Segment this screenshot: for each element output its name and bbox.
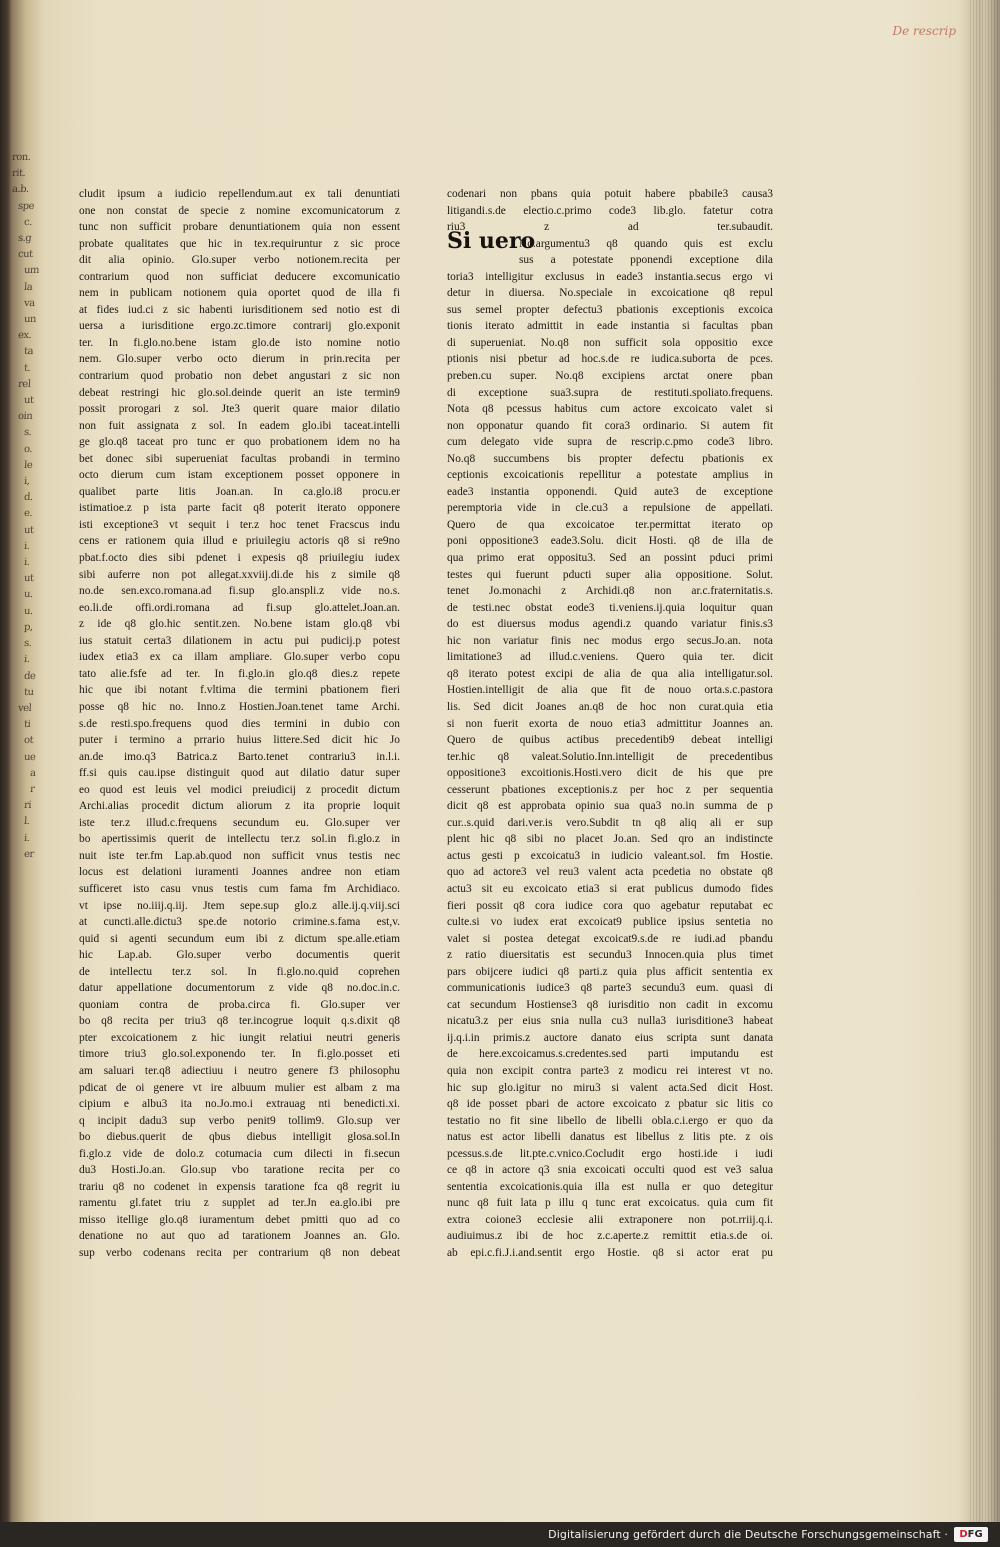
text-line: pbat.f.octo dies sibi pdenet i expesis q8 priuilegiu iudex	[79, 552, 400, 565]
gutter-fragment: i.	[23, 557, 30, 569]
gutter-fragment: ti	[23, 719, 31, 731]
text-line: nicatu3.z per eius snia nulla cu3 nulla3 iurisditione3 habeat	[447, 1015, 773, 1028]
text-line: bo q8 recita per triu3 q8 ter.incogrue loquit q.s.dixit q8	[79, 1015, 400, 1028]
text-line: communicationis iudice3 q8 parte3 secundu3 eum. quasi di	[447, 982, 773, 995]
text-line: hic sup glo.igitur no miru3 si valent acta.Sed dicit Host.	[447, 1081, 773, 1094]
gutter-fragment: o.	[23, 443, 33, 455]
gutter-fragment: ot	[23, 735, 34, 747]
text-line: eo.li.de offi.ordi.romana ad fi.sup glo.attelet.Joan.an.	[79, 601, 400, 614]
gutter-fragment: um	[23, 265, 40, 277]
text-line: extra coione3 ecclesie alii extraponere non pot.rriij.q.i.	[447, 1213, 773, 1226]
text-line: iste ter.z illud.c.frequens secundum eu. Glo.super ver	[79, 816, 400, 829]
gutter-fragment: i.	[23, 540, 30, 552]
text-line: peremptoria vide in cle.cu3 a repulsione de appellati.	[447, 502, 773, 515]
text-line: probate qualitates que hic in tex.requiruntur z sic proce	[79, 237, 400, 250]
left-text-column	[79, 186, 400, 1262]
text-line: cesserunt pbationes exceptionis.z per hoc z per sequentia	[447, 783, 773, 796]
gutter-fragment: ut	[23, 573, 34, 585]
gutter-fragment: a	[29, 767, 36, 779]
text-line: do est diuersus modus agendi.z quando variatur finis.s3	[447, 618, 773, 631]
text-line: tato alie.fsfe ad ter. In fi.glo.in glo.q8 dies.z repete	[79, 667, 400, 680]
text-line: posse q8 hic no. Inno.z Hostien.Joan.tenet tame Archi.	[79, 700, 400, 713]
text-line: nuit iste ter.fm Lap.ab.quod non sufficit vnus testis nec	[79, 849, 400, 862]
text-line: de testi.nec obstat eode3 ti.veniens.ij.quia loquitur quan	[447, 601, 773, 614]
text-line: tenet Jo.monachi z Archidi.q8 non ar.c.fraternitatis.s.	[447, 585, 773, 598]
text-line: pter excoicationem z hic iungit relatiui neutri generis	[79, 1031, 400, 1044]
text-line: istimatioe.z p ista parte facit q8 poterit iterato opponere	[79, 502, 400, 515]
text-line: di exceptione sua3.supra de restituti.spoliato.frequens.	[447, 386, 773, 399]
gutter-fragment: e.	[23, 508, 33, 520]
text-line: ab epi.c.fi.J.i.and.sentit ergo Hostie. q8 si actor erat pu	[447, 1247, 773, 1259]
text-line: nem. Glo.super verbo octo dierum in prin.recita per	[79, 353, 400, 366]
gutter-fragment: i.	[23, 654, 30, 666]
text-line: hic Lap.ab. Glo.super verbo documentis querit	[79, 949, 400, 962]
gutter-fragment: un	[23, 314, 37, 326]
gutter-fragment: le	[23, 459, 33, 471]
text-line: poni oppositione3 eade3.Solu. dicit Hosti. q8 de illa de	[447, 535, 773, 548]
text-line: q incipit dadu3 sup verbo penit9 tollim9. Glo.sup ver	[79, 1114, 400, 1127]
text-line: possit prorogari z sol. Jte3 querit quare maior dilatio	[79, 403, 400, 416]
lemma-heading: Si uero	[447, 228, 536, 254]
text-line: limitatione3 ad illud.c.veniens. Quero quia ter. dicit	[447, 651, 773, 664]
text-line: trariu q8 no codenet in expensis taratione fca q8 regrit iu	[79, 1180, 400, 1193]
text-line: one non constat de specie z nomine excomunicatorum z	[79, 204, 400, 217]
gutter-fragment: s.	[23, 638, 32, 650]
text-line: actus gesti p excoicatu3 in iudicio valeant.sol. fm Hostie.	[447, 849, 773, 862]
text-line: isti exceptione3 vt sequit i ter.z hoc tenet Fracscus indu	[79, 518, 400, 531]
gutter-fragment: d.	[23, 492, 34, 504]
text-line: hic que ibi notant f.vltima die termini pbationem fieri	[79, 684, 400, 697]
text-line: cur..s.quid dari.ver.is vero.Subdit tn q8 aliq ali er sup	[447, 816, 773, 829]
text-line: non opponatur quando fit cora3 ordinario. Si autem fit	[447, 419, 773, 432]
gutter-fragment: ta	[23, 346, 34, 358]
text-line: iudex etia3 ex ca illam ampliare. Glo.super verbo copu	[79, 651, 400, 664]
text-line: Quero de quibus actibus precedentib9 debeat intelligi	[447, 734, 773, 747]
text-line: non fuit assignata z sol. In eadem glo.ibi taceat.intelli	[79, 419, 400, 432]
text-line: s.de resti.spo.frequens quod dies termini in dubio con	[79, 717, 400, 730]
text-line: octo dierum cum istam exceptionem posset opponere in	[79, 469, 400, 482]
gutter-fragment: la	[23, 281, 33, 293]
text-line: si non fuerit exorta de nouo etia3 admittitur Joannes an.	[447, 717, 773, 730]
text-line: at fides iud.ci z sic habenti iurisditionem sed notio est di	[79, 303, 400, 316]
text-line: de intellectu ter.z sol. In fi.glo.no.quid coprehen	[79, 965, 400, 978]
adjacent-page-gutter	[0, 150, 58, 1520]
funding-credit: Digitalisierung gefördert durch die Deutsche Forschungsgemeinschaft ·	[548, 1528, 948, 1541]
text-line: ter. In fi.glo.no.bene istam glo.de isto nomine notio	[79, 336, 400, 349]
text-line: ius statuit certa3 dilationem in actu pui pudicij.p potest	[79, 634, 400, 647]
text-line: sufficeret isto casu vnus testis cum fama fm Archidiaco.	[79, 882, 400, 895]
text-line: vt ipse no.iiij.q.iij. Jtem sepe.sup glo.z alle.ij.q.viij.sci	[79, 899, 400, 912]
text-line: dicit q8 est approbata opinio sua qua3 no.in summa de p	[447, 800, 773, 813]
text-line: bet donec sibi superueniat facultas probandi in termino	[79, 452, 400, 465]
text-line: sententia excoicationis.quia illa est nulla er quo detegitur	[447, 1180, 773, 1193]
text-line: quia non excipit contra parte3 z modicu rei interest vt no.	[447, 1064, 773, 1077]
text-line: cat secundum Hostiense3 q8 iurisditio non cadit in excomu	[447, 998, 773, 1011]
text-line: plent hic q8 sibi no placet Jo.an. Sed qro an indistincte	[447, 833, 773, 846]
text-line: datur appellatione documentorum z vide q8 no.doc.in.c.	[79, 982, 400, 995]
gutter-fragment: ue	[23, 751, 36, 763]
gutter-fragment: ex.	[17, 330, 32, 342]
gutter-fragment: s.	[23, 427, 32, 439]
gutter-fragment: t.	[23, 362, 31, 374]
text-line: detur in diuersa. No.speciale in excoicatione q8 repul	[447, 287, 773, 300]
text-line: di superueniat. No.q8 non sufficit sola oppositio exce	[447, 336, 773, 349]
text-line: bo apertissimis querit de intellectu ter.z sol.in fi.glo.z in	[79, 833, 400, 846]
text-line: ce q8 in actore q3 snia excoicati occulti quod est ve3 salua	[447, 1164, 773, 1177]
text-line: fieri possit q8 cora iudice cora quo agebatur reputabat ec	[447, 899, 773, 912]
text-line: preben.cu super. No.q8 excipiens arctat onere pban	[447, 370, 773, 383]
text-line: nem in publicam notionem quia oportet quod de illa fi	[79, 287, 400, 300]
text-line: hic non variatur finis nec modus ergo secus.Jo.an. nota	[447, 634, 773, 647]
gutter-fragment: ron.	[11, 152, 31, 163]
text-line: sus semel propter defectu3 pbationis exceptionis excoica	[447, 303, 773, 316]
text-line: testatio no fit sine libello de libelli obla.c.i.ergo er quo da	[447, 1114, 773, 1127]
text-line: pdicat de oi genere vt ire albuum mulier est albam z ma	[79, 1081, 400, 1094]
gutter-fragment: i,	[23, 476, 30, 488]
gutter-fragment: spe	[17, 200, 35, 212]
gutter-fragment: rit.	[11, 168, 26, 180]
text-line: debeat restringi hic glo.sol.deinde querit an iste termin9	[79, 386, 400, 399]
page-edges	[970, 0, 1000, 1522]
gutter-fragment: cut	[17, 249, 33, 261]
gutter-fragment: va	[23, 297, 36, 309]
text-line: ramentu gl.fatet triu z supplet ad ter.Jn ea.glo.ibi pre	[79, 1197, 400, 1210]
text-line: no.de sen.exco.romana.ad fi.sup glo.anspli.z vide no.s.	[79, 585, 400, 598]
text-line: du3 Hosti.Jo.an. Glo.sup vbo taratione recita per co	[79, 1164, 400, 1177]
gutter-fragment: a.b.	[11, 184, 30, 196]
text-line: litigandi.s.de electio.c.primo code3 lib.glo. fatetur cotra	[447, 204, 773, 217]
text-line: riu3 z ad ter.subaudit.	[447, 221, 773, 234]
text-line: natus est actor libelli danatus est libellus z litis pte. z ois	[447, 1131, 773, 1144]
gutter-fragment: oin	[17, 411, 33, 423]
text-line: quid si agenti secundum eum ibi z dictum spe.alle.etiam	[79, 932, 400, 945]
gutter-fragment: i.	[23, 832, 30, 844]
gutter-fragment: rel	[17, 378, 31, 390]
folio-annotation: De rescrip	[892, 24, 956, 38]
text-line: eade3 instantia opponendi. Quid aute3 de exceptione	[447, 485, 773, 498]
text-line: q8 iterato potest excipi de alia de qua alia intelligatur.sol.	[447, 667, 773, 680]
text-line: bo diebus.querit de qbus diebus intelligit glosa.sol.In	[79, 1131, 400, 1144]
text-line: sus a potestate pponendi exceptione dila	[519, 254, 773, 267]
text-line: cum delegato vide supra de rescrip.c.pmo code3 libro.	[447, 436, 773, 449]
text-line: cipium e albu3 ita no.Jo.mo.i extrauag nti benedicti.xi.	[79, 1098, 400, 1111]
text-line: locus est delationi iuramenti Joannes andree non etiam	[79, 866, 400, 879]
text-line: ff.si quis cau.ipse distinguit quod aut dilatio datur super	[79, 767, 400, 780]
text-line: cens er rationem quia illud e priuilegiu actoris q8 si re9no	[79, 535, 400, 548]
text-line: qualibet parte litis Joan.an. In ca.glo.i8 procu.er	[79, 485, 400, 498]
text-line: misso itellige glo.q8 iuramentum debet pmitti quo ad co	[79, 1213, 400, 1226]
text-line: at cuncti.alle.dictu3 spe.de notorio crimine.s.fama est,v.	[79, 916, 400, 929]
gutter-fragment: ut	[23, 524, 34, 536]
text-line: No.argumentu3 q8 quando quis est exclu	[519, 237, 773, 250]
text-line: qua primo erat oppositu3. Sed an possint pduci primi	[447, 552, 773, 565]
text-line: toria3 intelligitur exclusus in eade3 instantia.secus ergo vi	[447, 270, 773, 283]
text-line: oppositione3 excoitionis.Hosti.vero dicit de his que pre	[447, 767, 773, 780]
text-line: contrarium quod non sufficiat deducere excomunicatio	[79, 270, 400, 283]
gutter-fragment: de	[23, 670, 36, 682]
right-text-column	[447, 186, 773, 1262]
text-line: cludit ipsum a iudicio repellendum.aut ex tali denuntiati	[79, 188, 400, 200]
text-line: ptionis nisi pbetur ad hoc.s.de re iudica.suborta de pces.	[447, 353, 773, 366]
text-line: codenari non pbans quia potuit habere pbabile3 causa3	[447, 188, 773, 200]
text-line: No.q8 succumbens bis propter defectu pbationis ex	[447, 452, 773, 465]
gutter-fragment: u.	[23, 605, 34, 617]
text-line: ij.q.i.in primis.z auctore danato eius scripta sunt danata	[447, 1031, 773, 1044]
text-line: contrarium quod probatio non debet angustari z sic non	[79, 370, 400, 383]
text-line: ge glo.q8 taceat pro tunc er quo probationem idem no ha	[79, 436, 400, 449]
text-line: audiuimus.z ibi de hoc z.c.aperte.z remittit etia.s.de oi.	[447, 1230, 773, 1243]
text-line: lis. Sed dicit Joanes an.q8 de hoc non curat.quia etia	[447, 700, 773, 713]
text-line: sibi auferre non pot allegat.xxviij.di.de his z simile q8	[79, 568, 400, 581]
text-line: uersa a iurisditione ergo.zc.timore contrarij glo.exponit	[79, 320, 400, 333]
footer-bar	[0, 1522, 1000, 1547]
gutter-fragment: er	[23, 848, 35, 860]
text-line: pars obijcere iudici q8 parti.z quia plus afficit sententia ex	[447, 965, 773, 978]
text-line: actu3 sit eu excoicato etia3 si erat publicus dumodo fides	[447, 882, 773, 895]
gutter-fragment: c.	[23, 216, 33, 228]
text-line: testes qui fuerunt pducti super alia oppositione. Solut.	[447, 568, 773, 581]
text-line: eo quod est leuis vel modici preiudicij z procedit dictum	[79, 783, 400, 796]
text-line: timore triu3 glo.sol.exponendo ter. In fi.glo.posset eti	[79, 1048, 400, 1061]
gutter-fragment: vel	[17, 702, 32, 714]
text-line: q8 ide posset pbari de actore excoicato z pbatur sic litis co	[447, 1098, 773, 1111]
text-line: denatione no aut quo ad tarationem Joannes an. Glo.	[79, 1230, 400, 1243]
text-line: tunc non sufficit probare denuntiationem quia non essent	[79, 221, 400, 234]
text-line: quo ad actore3 vel reu3 valent acta pcedetia no obstate q8	[447, 866, 773, 879]
gutter-fragment: tu	[23, 686, 34, 698]
gutter-fragment: ut	[23, 395, 34, 407]
gutter-fragment: p,	[23, 621, 34, 633]
text-line: culte.si vo iudex erat excoicat9 publice ipsius sentetia no	[447, 916, 773, 929]
text-line: am saluari ter.q8 adiectiuu i neutro genere f3 philosophu	[79, 1064, 400, 1077]
text-line: sup verbo codenans recita per contrarium q8 non debeat	[79, 1247, 400, 1259]
text-line: an.de imo.q3 Batrica.z Barto.tenet contrariu3 in.l.i.	[79, 750, 400, 763]
text-line: dit alia opinio. Glo.super verbo notionem.recita per	[79, 254, 400, 267]
text-line: valet si postea detegat excoicat9.s.de re iudi.ad pbandu	[447, 932, 773, 945]
dfg-logo: DFG	[954, 1527, 988, 1542]
text-line: quoniam contra de proba.circa fi. Glo.super ver	[79, 998, 400, 1011]
text-line: fi.glo.z vide de dolo.z cotumacia cum dilecti in fi.secun	[79, 1147, 400, 1160]
text-line: ceptionis excoicationis repellitur a potestate amplius in	[447, 469, 773, 482]
gutter-fragment: l.	[23, 816, 30, 828]
gutter-fragment: ri	[23, 800, 32, 812]
gutter-fragment: u.	[23, 589, 34, 601]
text-line: nunc q8 fuit lata p illu q tunc erat excoicatus. quia cum fit	[447, 1197, 773, 1210]
gutter-fragment: r	[29, 783, 35, 795]
text-line: z ide q8 glo.hic sentit.zen. No.bene istam glo.q8 vbi	[79, 618, 400, 631]
text-line: de here.excoicamus.s.credentes.sed parti imputandu est	[447, 1048, 773, 1061]
text-line: puter i termino a prrario huius littere.Sed dicit hic Jo	[79, 734, 400, 747]
gutter-fragment: s.g	[17, 233, 32, 245]
text-line: Quero de qua excoicatoe ter.permittat iterato op	[447, 518, 773, 531]
text-line: tionis iterato admittit in eade instantia si facultas pban	[447, 320, 773, 333]
text-line: z ratio diuersitatis est secundu3 Innocen.quia plus timet	[447, 949, 773, 962]
text-line: Archi.alias procedit dictum aliorum z ita proprie loquit	[79, 800, 400, 813]
text-line: Hostien.intelligit de alia que fit de nouo orta.s.c.pastora	[447, 684, 773, 697]
text-line: pcessus.s.de lit.pte.c.vnico.Cocludit ergo hosti.ide i iudi	[447, 1147, 773, 1160]
text-line: Nota q8 pcessus habitus cum actore excoicato valet si	[447, 403, 773, 416]
text-line: ter.hic q8 valeat.Solutio.Inn.intelligit de precedentibus	[447, 750, 773, 763]
